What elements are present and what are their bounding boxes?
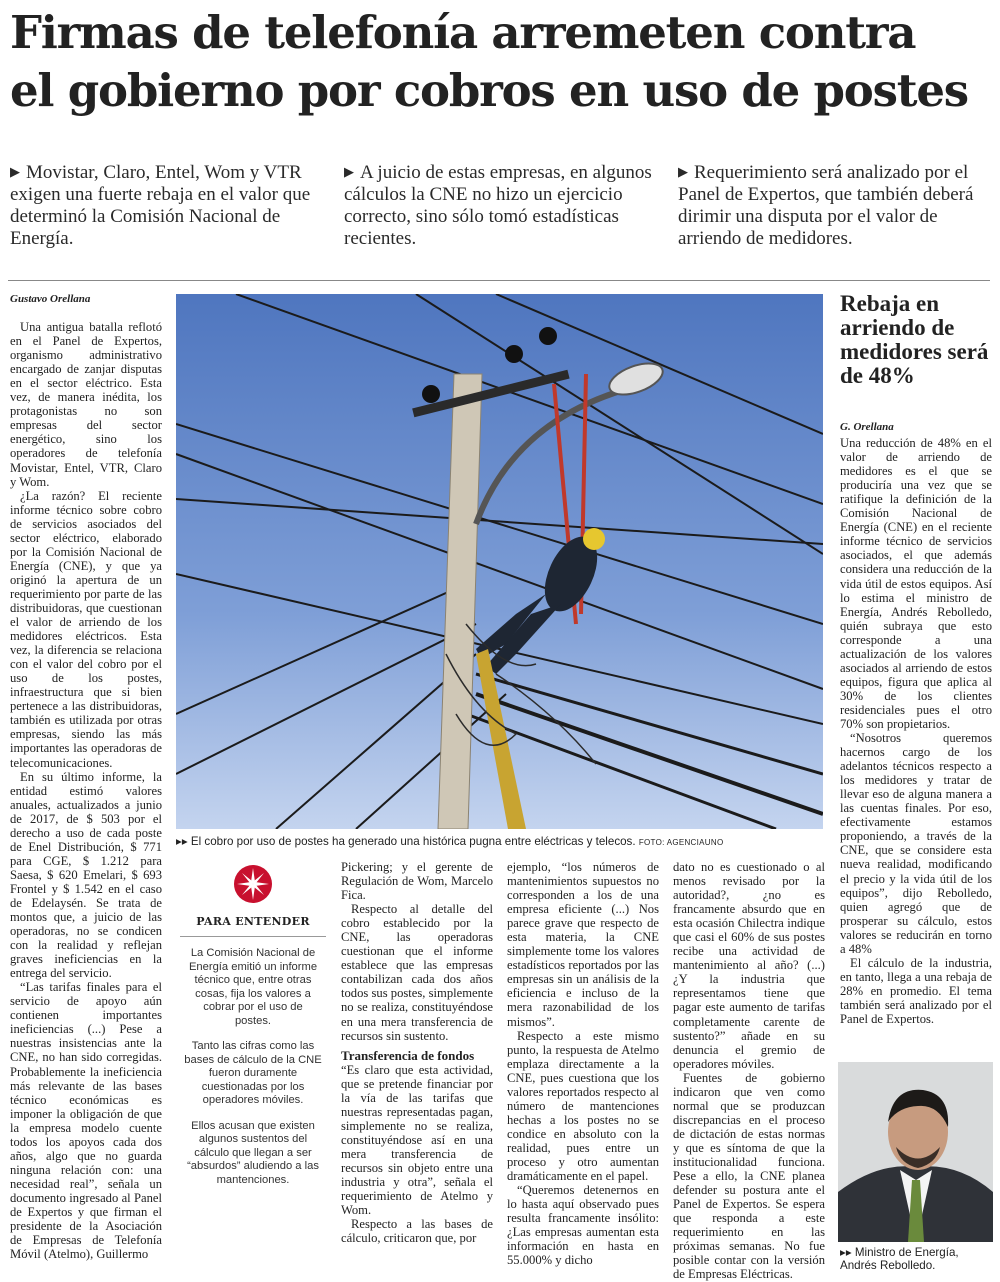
summary-bullet: ▶ Movistar, Claro, Entel, Wom y VTR exigen una fuerte rebaja en el valor que determinó la Comisión Nacional de Energía. [10,162,311,249]
para-entender-box [176,858,330,1278]
box-divider [180,936,326,937]
minister-photo [838,1062,993,1242]
triangle-icon: ▶ [344,165,354,180]
sidebar-byline: G. Orellana [840,421,894,433]
photo-caption: ▸▸ El cobro por uso de postes ha generado una histórica pugna entre eléctricas y telecos. FOTO: AGENCIAUNO [176,835,724,848]
sidebar-title: Rebaja en arriendo de medidores será de 48% [840,291,989,388]
divider [8,280,990,281]
paragraph: Respecto a este mismo punto, la respuesta de Atelmo emplaza directamente a la CNE, pues cuestiona que los valores reportados respecto al número de mantenciones hechas a los postes no se condice en absoluto con la realidad, pues entre un proceso y otro aumentan dramáticamente en el papel. [507,1028,659,1184]
subhead: Transferencia de fondos [341,1047,475,1063]
paragraph: “Queremos detenernos en lo hasta aquí observado pues resulta francamente insólito: ¿Las empresas aumentan esta información en hasta en 55.000% y dicho [507,1183,659,1268]
paragraph: Fuentes de gobierno indicaron que ven como normal que se produzcan discrepancias en el proceso de dictación de estas normas y que es síntoma de que la institucionalidad funciona. Pese a ello, la CNE planea defender su postura ante el Panel de Expertos. Se espera que responda a este requerimiento en las próximas semanas. No fue posible contar con la versión de Empresas Eléctricas. [673,1070,825,1282]
paragraph: Respecto al detalle del cobro establecido por la CNE, las operadoras cuestionan que el informe establece que las empresas contabilizan cada dos años todos sus postes, simplemente no se realiza, constituyéndose en una mera transferencia de recursos sin sustento. [341,902,493,1043]
paragraph: “Las tarifas finales para el servicio de apoyo aún contienen importantes ineficiencias (...) Pese a nuestras insistencias ante la CNE, no han sido corregidas. Probablemente la ineficiencia más relevante de las bases técnico económicas es imponer la obligación de que la empresa modelo cuente todos los apoyos cada dos años, algo que no guarda ninguna relación con: una necesidad real”, señala un documento ingresado al Panel de Expertos y que firman el presidente de la Asociación de Empresas de Telefonía Móvil (Atelmo), Guillermo [10,980,162,1262]
portrait-image [838,1062,993,1242]
summary-bullets [10,162,990,250]
article-column-4 [507,860,659,1267]
box-paragraph: Ellos acusan que existen algunos sustentos del cálculo que llegan a ser “absurdos” aludiendo a las mantenciones. [187,1119,319,1186]
paragraph: Una antigua batalla reflotó en el Panel de Expertos, organismo administrativo encargado de zanjar disputas en el sector eléctrico. Esta vez, de manera inédita, los protagonistas no son empresas del sector energético, sino los operadores de telefonía Movistar, Entel, VTR, Claro y Wom. [10,320,162,489]
box-paragraph: La Comisión Nacional de Energía emitió un informe técnico que, entre otras cosas, fija los valores a cobrar por el uso de postes. [188,947,318,1027]
triangle-icon: ▶ [10,165,20,180]
caption-arrows: ▸▸ [840,1246,855,1259]
paragraph: ejemplo, “los números de mantenimientos supuestos no corresponden a los de una empresa eficiente (...) Nos parece grave que respecto de esta materia, la CNE simplemente tome los valores estadísticos reportados por las empresas sin un análisis de la eficiencia e incluso de la mera razonabilidad de los mismos”. [507,860,659,1029]
paragraph: El cálculo de la industria, en tanto, llega a una rebaja de 28% en promedio. El tema también será analizado por el Panel de Expertos. [840,955,992,1026]
article-column-5 [673,860,825,1281]
paragraph: Una reducción de 48% en el valor de arriendo de medidores es el que se produciría una vez que se ratifique la definición de la Comisión Nacional de Energía (CNE) en el reciente informe técnico de servicios asociados, el que además considera una reducción de la vida útil de estos equipos. Así lo estima el ministro de Energía, Andrés Rebolledo, quién subraya que esto corresponde a una actualización de los valores asociados al arriendo de estos equipos, figura que aplica al 30% de los clientes residenciales pues el otro 70% son propietarios. [840,436,992,731]
byline: Gustavo Orellana [10,293,91,305]
headline [10,4,995,120]
paragraph: dato no es cuestionado o al menos revisado por la autoridad?, ¿no es francamente absurdo que en esta ocasión Chilectra indique que casi el 60% de sus postes recibe una actividad de mantenimiento al año? (...) ¿Y la industria que representamos tiene que pagar este aumento de tarifas completamente carente de sustento?” añade en su denuncia el gremio de operadores móviles. [673,860,825,1071]
main-photo [176,294,823,829]
box-paragraph: Tanto las cifras como las bases de cálculo de la CNE fueron duramente cuestionadas por los operadores móviles. [184,1040,322,1106]
headline-line-2: el gobierno por cobros en uso de postes [10,64,968,117]
triangle-icon: ▶ [678,165,688,180]
caption-arrows: ▸▸ [176,835,191,848]
paragraph: Respecto a las bases de cálculo, criticaron que, por [341,1217,493,1246]
article-column-3 [341,860,493,1245]
summary-bullet: ▶ A juicio de estas empresas, en algunos cálculos la CNE no hizo un ejercicio correcto, sino sólo tomó estadísticas recientes. [344,162,652,249]
summary-bullet: ▶ Requerimiento será analizado por el Panel de Expertos, que también deberá dirimir una disputa por el valor de arriendo de medidores. [678,162,974,249]
headline-line-1: Firmas de telefonía arremeten contra [10,6,916,59]
paragraph: “Es claro que esta actividad, que se pretende financiar por la vía de las tarifas que nuestras representadas pagan, simplemente no se realiza, constituyéndose así en una mera transferencia de recursos sin objeto entre una industria y otra”, señala el requerimiento de Atelmo y Wom. [341,1062,493,1218]
paragraph: ¿La razón? El reciente informe técnico sobre cobro de servicios asociados del sector eléctrico, elaborado por la Comisión Nacional de Energía (CNE), y que ya originó la apertura de un requerimiento por parte de las distribuidoras, que cuestionan el valor de arriendo de los medidores eléctricos. Esta vez, la diferencia se relaciona con el valor del cobro por el uso de los postes, infraestructura que si bien pertenece a las distribuidoras, también es utilizada por otras empresas, siendo las más importantes las operadoras de telecomunicaciones. [10,488,162,770]
compass-star-icon [233,864,273,904]
minister-caption: ▸▸ Ministro de Energía, Andrés Rebolledo. [840,1246,959,1272]
paragraph: “Nosotros queremos hacernos cargo de los adelantos técnicos respecto a los medidores y tratar de llevar eso de alguna manera a las cuentas finales. Por eso, efectivamente estamos proponiendo, a través de la CNE, que se considere esta nueva realidad, modificando el precio y la vida útil de los equipos”, dijo Rebolledo, quien agregó que de prosperar su cálculo, estos valores se reducirán en torno a 48% [840,731,992,956]
box-title: PARA ENTENDER [196,915,310,928]
utility-pole-worker-image [176,294,823,829]
sidebar-column [840,420,992,1026]
paragraph: Pickering; y el gerente de Regulación de Wom, Marcelo Fica. [341,860,493,903]
paragraph: En su último informe, la entidad estimó valores anuales, actualizados a junio de 2017, de $ 503 por el derecho a uso de cada poste de Enel Distribución, $ 771 para CGE, $ 1.212 para Saesa, $ 620 Emelari, $ 693 Frontel y $ 1.542 en el caso de Edelaysén. Se trata de montos que, a juicio de las operadoras, no se condicen con la realidad y reflejan graves ineficiencias en la entrega del servicio. [10,769,162,981]
article-column-1 [10,292,162,1261]
photo-credit: FOTO: AGENCIAUNO [638,838,724,847]
